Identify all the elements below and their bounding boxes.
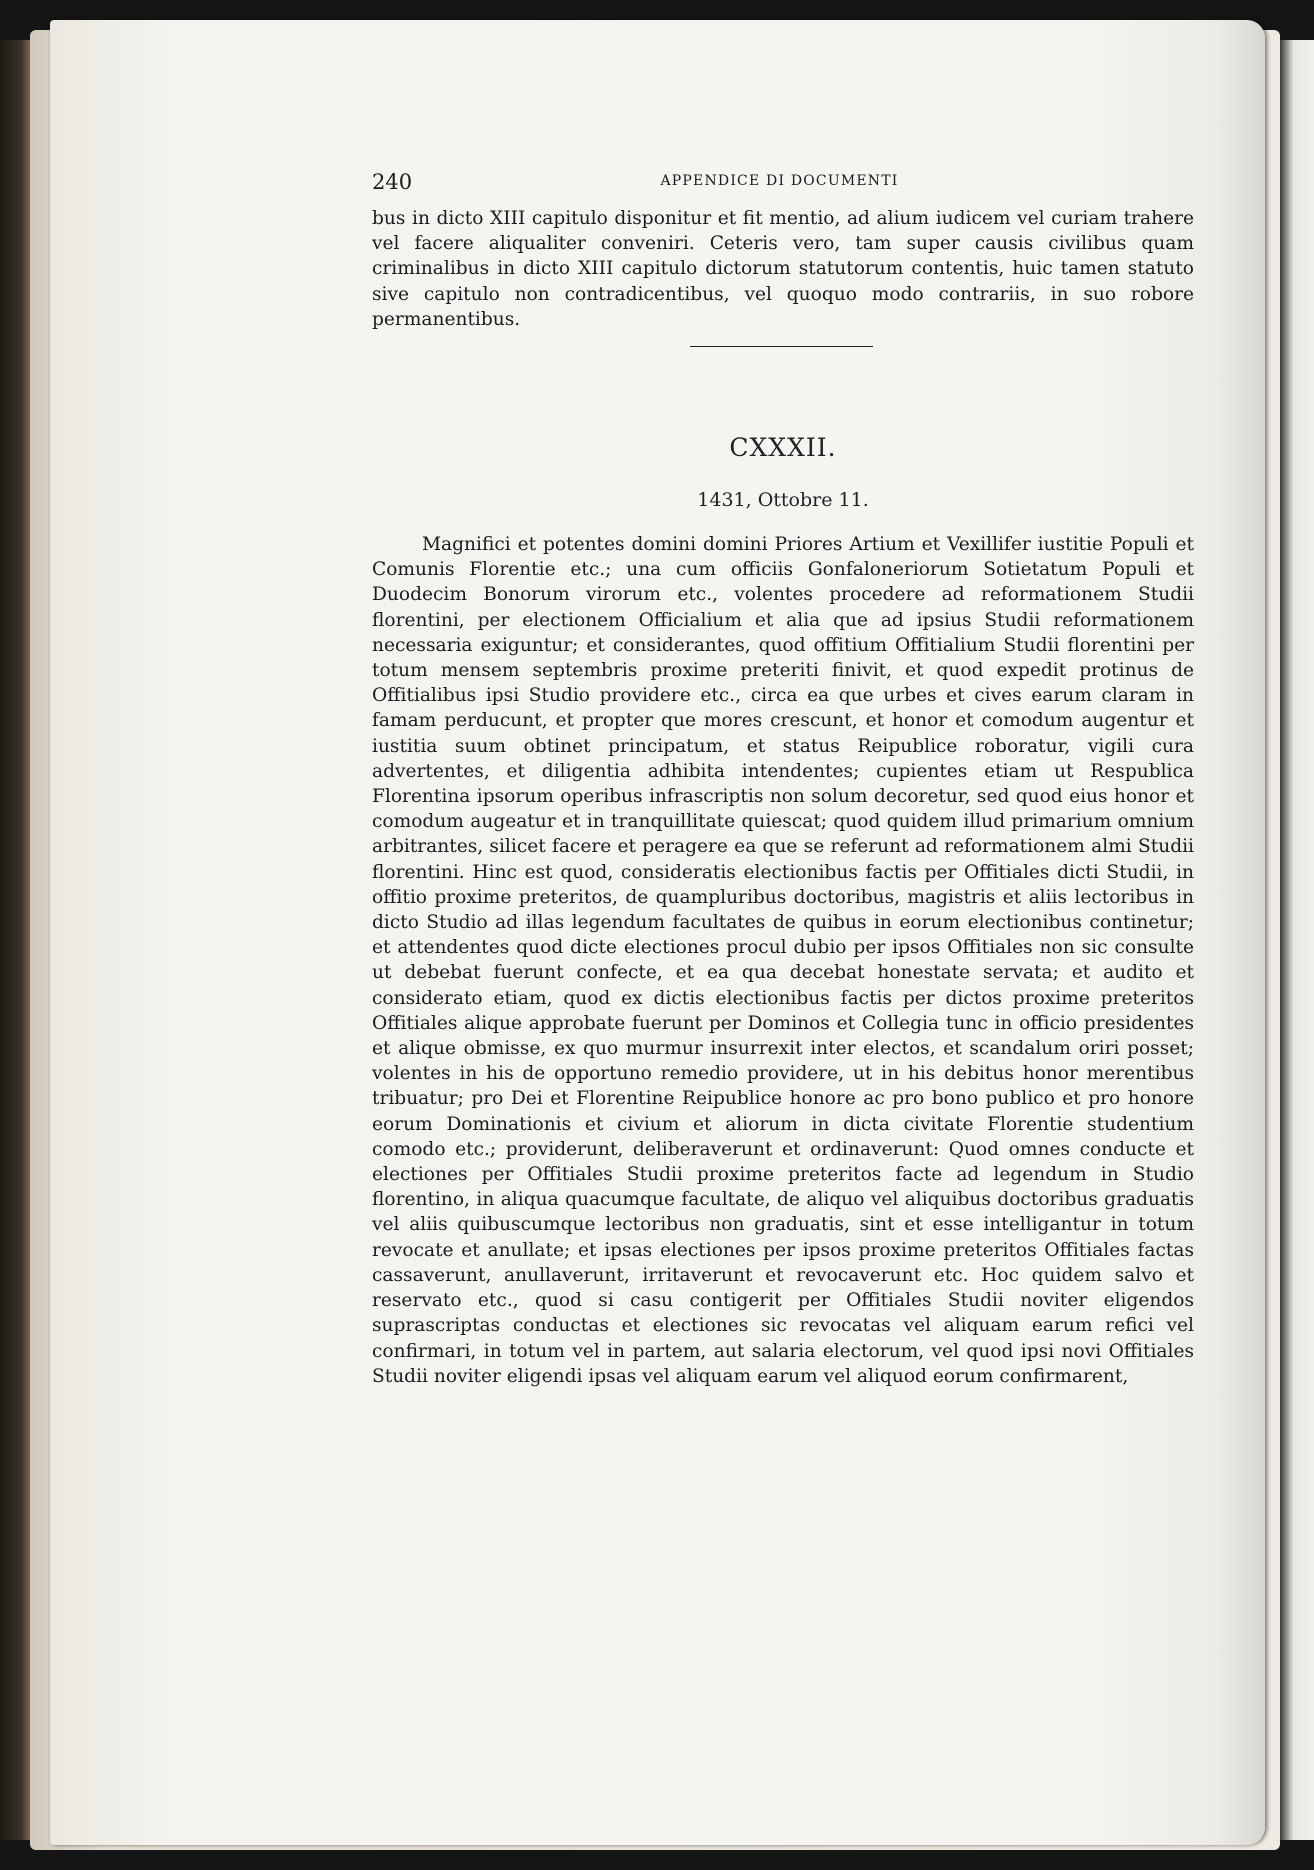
previous-document-tail xyxy=(372,206,1194,332)
document-date: 1431, Ottobre 11. xyxy=(697,489,869,511)
document-body xyxy=(372,532,1194,1389)
page-header xyxy=(372,170,1187,200)
document-paragraph: Magnifici et potentes domini domini Priores Artium et Vexillifer iustitie Populi et Comunis Florentie etc.; una cum officiis Gonfaloneriorum Sotietatum Populi et Duodecim Bonorum virorum etc., volentes procedere ad reformationem Studii florentini, per electionem Officialium et alia que ad ipsius Studii reformationem necessaria exiguntur; et considerantes, quod offitium Offitialium Studii florentini per totum mensem septembris proxime preteriti finivit, et quod expedit protinus de Offitialibus ipsi Studio providere etc., circa ea que urbes et cives earum claram in famam perducunt, et propter que mores crescunt, et honor et comodum augentur et iustitia suum obtinet principatum, et status Reipublice roboratur, vigili cura advertentes, et diligentia adhibita intendentes; cupientes etiam ut Respublica Florentina ipsorum operibus infrascriptis non solum decoretur, sed quod eius honor et comodum augeatur et in tranquillitate quiescat; quod quidem illud primarium omnium arbitrantes, silicet facere et peragere ea que se referunt ad reformationem almi Studii florentini. Hinc est quod, consideratis electionibus factis per Offitiales dicti Studii, in offitio proxime preteritos, de quampluribus doctoribus, magistris et aliis lectoribus in dicto Studio ad illas legendum facultates de quibus in eorum electionibus continetur; et attendentes quod dicte electiones procul dubio per ipsos Offitiales non sic consulte ut debebat fuerunt confecte, et ea qua decebat honestate servata; et audito et considerato etiam, quod ex dictis electionibus factis per dictos proxime preteritos Offitiales alique approbate fuerunt per Dominos et Collegia tunc in officio presidentes et alique obmisse, ex quo murmur insurrexit inter electos, et scandalum oriri posset; volentes in his de opportuno remedio providere, ut in his debitus honor merentibus tribuatur; pro Dei et Florentine Reipublice honore ac pro bono publico et pro honore eorum Dominationis et civium et aliorum in dicta civitate Florentie studentium comodo etc.; providerunt, deliberaverunt et ordinaverunt: Quod omnes conducte et electiones per Offitiales Studii proxime preteritos facte ad legendum in Studio florentino, in aliqua quacumque facultate, de aliquo vel aliquibus doctoribus graduatis vel aliis quibuscumque lectoribus non graduatis, sint et esse intelligantur in totum revocate et anullate; et ipsas electiones per ipsos proxime preteritos Offitiales factas cassaverunt, anullaverunt, irritaverunt et revocaverunt etc. Hoc quidem salvo et reservato etc., quod si casu contigerit per Offitiales Studii noviter eligendos suprascriptas conductas et electiones sic revocatas vel aliquam earum refici vel confirmari, in totum vel in partem, aut salaria electorum, vel quod ipsi novi Offitiales Studii noviter eligendi ipsas vel aliquam earum vel aliquod eorum confirmarent, xyxy=(372,534,1194,1387)
page-number: 240 xyxy=(372,170,413,194)
section-divider xyxy=(690,346,873,347)
running-head: APPENDICE DI DOCUMENTI xyxy=(660,173,899,189)
previous-document-paragraph: bus in dicto XIII capitulo disponitur et fit mentio, ad alium iudicem vel curiam trahere vel facere aliqualiter conveniri. Ceteris vero, tam super causis civilibus quam criminalibus in dicto XIII capitulo dictorum statutorum contentis, huic tamen statuto sive capitulo non contradicentibus, vel quoquo modo contrariis, in suo robore permanentibus. xyxy=(372,208,1194,330)
document-number: CXXXII. xyxy=(729,433,837,462)
next-page-edge xyxy=(1280,40,1314,1840)
